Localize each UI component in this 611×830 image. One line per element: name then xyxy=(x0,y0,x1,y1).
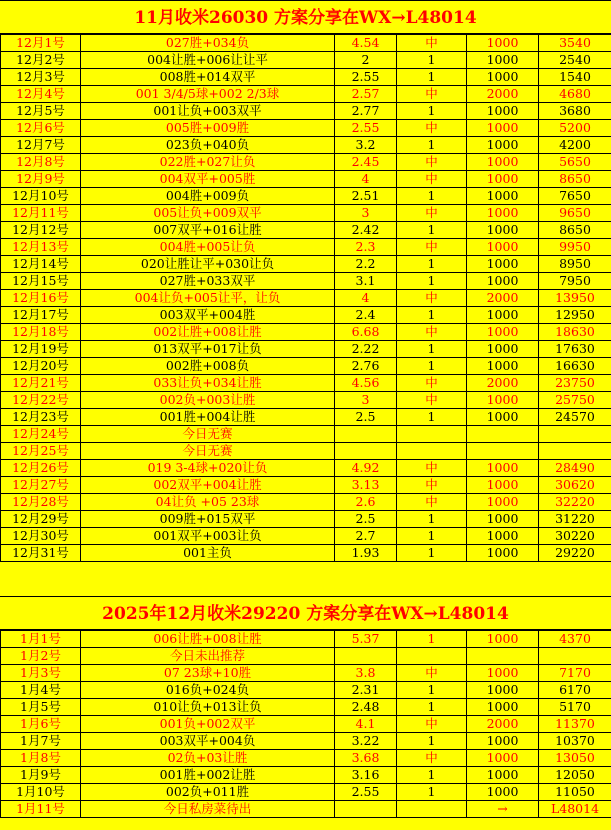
date-cell: 12月23号 xyxy=(1,409,81,426)
date-cell: 1月11号 xyxy=(1,801,81,818)
result-cell: 中 xyxy=(397,494,467,511)
pick-cell: 004让胜+006让让平 xyxy=(81,52,335,69)
odds-cell: 4.92 xyxy=(335,460,397,477)
table-row xyxy=(1,648,611,665)
stake-cell: 1000 xyxy=(467,528,539,545)
balance-cell xyxy=(539,443,611,460)
date-cell: 12月17号 xyxy=(1,307,81,324)
table-row xyxy=(1,477,611,494)
result-cell: 1 xyxy=(397,256,467,273)
odds-cell: 2.55 xyxy=(335,784,397,801)
stake-cell: 1000 xyxy=(467,239,539,256)
odds-cell: 2.31 xyxy=(335,682,397,699)
table-row xyxy=(1,188,611,205)
stake-cell: 1000 xyxy=(467,784,539,801)
odds-cell: 2.55 xyxy=(335,69,397,86)
result-cell: 1 xyxy=(397,409,467,426)
section-title-november: 11月收米26030 方案分享在WX→L48014 xyxy=(0,0,611,34)
odds-cell: 3.8 xyxy=(335,665,397,682)
balance-cell: 13950 xyxy=(539,290,611,307)
result-cell: 1 xyxy=(397,273,467,290)
balance-cell: 32220 xyxy=(539,494,611,511)
stake-cell: 1000 xyxy=(467,137,539,154)
stake-cell: 1000 xyxy=(467,154,539,171)
date-cell: 1月5号 xyxy=(1,699,81,716)
result-cell: 中 xyxy=(397,35,467,52)
balance-cell: 29220 xyxy=(539,545,611,562)
odds-cell: 2.55 xyxy=(335,120,397,137)
date-cell: 12月21号 xyxy=(1,375,81,392)
table-row xyxy=(1,358,611,375)
table-row xyxy=(1,222,611,239)
date-cell: 1月6号 xyxy=(1,716,81,733)
balance-cell: 9650 xyxy=(539,205,611,222)
date-cell: 1月9号 xyxy=(1,767,81,784)
pick-cell: 07 23球+10胜 xyxy=(81,665,335,682)
table-row xyxy=(1,784,611,801)
stake-cell xyxy=(467,426,539,443)
date-cell: 1月1号 xyxy=(1,631,81,648)
odds-cell: 2.45 xyxy=(335,154,397,171)
pick-cell: 005胜+009胜 xyxy=(81,120,335,137)
table-row xyxy=(1,137,611,154)
stake-cell: 1000 xyxy=(467,767,539,784)
table-row xyxy=(1,682,611,699)
result-cell xyxy=(397,801,467,818)
stake-cell: 1000 xyxy=(467,699,539,716)
odds-cell: 2.7 xyxy=(335,528,397,545)
pick-cell: 027胜+034负 xyxy=(81,35,335,52)
result-cell: 1 xyxy=(397,682,467,699)
pick-cell: 013双平+017让负 xyxy=(81,341,335,358)
table-row xyxy=(1,120,611,137)
balance-cell: 7950 xyxy=(539,273,611,290)
odds-cell: 3.68 xyxy=(335,750,397,767)
balance-cell: 8650 xyxy=(539,222,611,239)
stake-cell xyxy=(467,443,539,460)
table-row xyxy=(1,443,611,460)
table-row xyxy=(1,460,611,477)
date-cell: 12月2号 xyxy=(1,52,81,69)
table-row xyxy=(1,528,611,545)
result-cell: 1 xyxy=(397,545,467,562)
balance-cell: 11050 xyxy=(539,784,611,801)
balance-cell: 18630 xyxy=(539,324,611,341)
results-table-december xyxy=(0,34,611,562)
results-table-january xyxy=(0,630,611,818)
balance-cell: 30220 xyxy=(539,528,611,545)
pick-cell: 001主负 xyxy=(81,545,335,562)
pick-cell: 001胜+004让胜 xyxy=(81,409,335,426)
pick-cell: 001双平+003让负 xyxy=(81,528,335,545)
date-cell: 12月4号 xyxy=(1,86,81,103)
balance-cell: 11370 xyxy=(539,716,611,733)
result-cell: 中 xyxy=(397,154,467,171)
pick-cell: 020让胜让平+030让负 xyxy=(81,256,335,273)
odds-cell: 3.13 xyxy=(335,477,397,494)
result-cell: 中 xyxy=(397,665,467,682)
date-cell: 12月12号 xyxy=(1,222,81,239)
stake-cell: 1000 xyxy=(467,545,539,562)
pick-cell: 004胜+009负 xyxy=(81,188,335,205)
odds-cell xyxy=(335,801,397,818)
pick-cell: 019 3-4球+020让负 xyxy=(81,460,335,477)
balance-cell: 7650 xyxy=(539,188,611,205)
result-cell: 1 xyxy=(397,631,467,648)
result-cell: 1 xyxy=(397,511,467,528)
date-cell: 12月16号 xyxy=(1,290,81,307)
result-cell: 1 xyxy=(397,784,467,801)
result-cell: 1 xyxy=(397,103,467,120)
odds-cell: 4 xyxy=(335,290,397,307)
odds-cell xyxy=(335,426,397,443)
date-cell: 12月18号 xyxy=(1,324,81,341)
odds-cell: 1.93 xyxy=(335,545,397,562)
date-cell: 12月31号 xyxy=(1,545,81,562)
odds-cell: 2.57 xyxy=(335,86,397,103)
date-cell: 12月9号 xyxy=(1,171,81,188)
odds-cell: 3.16 xyxy=(335,767,397,784)
pick-cell: 005让负+009双平 xyxy=(81,205,335,222)
result-cell xyxy=(397,648,467,665)
balance-cell: L48014 xyxy=(539,801,611,818)
balance-cell: 13050 xyxy=(539,750,611,767)
odds-cell: 6.68 xyxy=(335,324,397,341)
table-row xyxy=(1,716,611,733)
odds-cell: 3 xyxy=(335,392,397,409)
stake-cell: 1000 xyxy=(467,324,539,341)
pick-cell: 003双平+004胜 xyxy=(81,307,335,324)
odds-cell: 2 xyxy=(335,52,397,69)
stake-cell: 2000 xyxy=(467,290,539,307)
stake-cell: 1000 xyxy=(467,307,539,324)
result-cell: 1 xyxy=(397,188,467,205)
stake-cell: 1000 xyxy=(467,256,539,273)
odds-cell: 2.77 xyxy=(335,103,397,120)
stake-cell: 1000 xyxy=(467,631,539,648)
stake-cell: 1000 xyxy=(467,682,539,699)
pick-cell: 001胜+002让胜 xyxy=(81,767,335,784)
odds-cell: 5.37 xyxy=(335,631,397,648)
balance-cell: 4200 xyxy=(539,137,611,154)
date-cell: 12月30号 xyxy=(1,528,81,545)
table-row xyxy=(1,52,611,69)
date-cell: 12月26号 xyxy=(1,460,81,477)
pick-cell: 007双平+016让胜 xyxy=(81,222,335,239)
result-cell: 1 xyxy=(397,358,467,375)
table-row xyxy=(1,733,611,750)
pick-cell: 002双平+004让胜 xyxy=(81,477,335,494)
pick-cell: 今日无赛 xyxy=(81,443,335,460)
table-row xyxy=(1,307,611,324)
balance-cell: 1540 xyxy=(539,69,611,86)
result-cell: 中 xyxy=(397,392,467,409)
result-cell: 中 xyxy=(397,716,467,733)
odds-cell: 2.6 xyxy=(335,494,397,511)
date-cell: 12月19号 xyxy=(1,341,81,358)
balance-cell: 4370 xyxy=(539,631,611,648)
table-row xyxy=(1,273,611,290)
stake-cell: 2000 xyxy=(467,375,539,392)
result-cell: 中 xyxy=(397,477,467,494)
pick-cell: 今日私房菜待出 xyxy=(81,801,335,818)
odds-cell: 2.4 xyxy=(335,307,397,324)
odds-cell: 3.22 xyxy=(335,733,397,750)
odds-cell: 3.2 xyxy=(335,137,397,154)
result-cell: 1 xyxy=(397,222,467,239)
pick-cell: 04让负 +05 23球 xyxy=(81,494,335,511)
odds-cell: 4.54 xyxy=(335,35,397,52)
table-row xyxy=(1,256,611,273)
result-cell xyxy=(397,426,467,443)
table-row xyxy=(1,494,611,511)
date-cell: 12月28号 xyxy=(1,494,81,511)
balance-cell: 12050 xyxy=(539,767,611,784)
table-row xyxy=(1,205,611,222)
result-cell: 中 xyxy=(397,290,467,307)
stake-cell: 1000 xyxy=(467,273,539,290)
balance-cell: 25750 xyxy=(539,392,611,409)
table-row xyxy=(1,750,611,767)
odds-cell: 2.5 xyxy=(335,409,397,426)
date-cell: 1月8号 xyxy=(1,750,81,767)
table-row xyxy=(1,545,611,562)
stake-cell: 1000 xyxy=(467,358,539,375)
stake-cell: 1000 xyxy=(467,103,539,120)
pick-cell: 001负+002双平 xyxy=(81,716,335,733)
pick-cell: 今日未出推荐 xyxy=(81,648,335,665)
table-row xyxy=(1,631,611,648)
pick-cell: 008胜+014双平 xyxy=(81,69,335,86)
odds-cell: 4.56 xyxy=(335,375,397,392)
balance-cell: 5170 xyxy=(539,699,611,716)
balance-cell: 9950 xyxy=(539,239,611,256)
stake-cell: 1000 xyxy=(467,341,539,358)
table-row xyxy=(1,35,611,52)
odds-cell: 4 xyxy=(335,171,397,188)
date-cell: 1月10号 xyxy=(1,784,81,801)
date-cell: 12月20号 xyxy=(1,358,81,375)
pick-cell: 006让胜+008让胜 xyxy=(81,631,335,648)
table-row xyxy=(1,154,611,171)
pick-cell: 002负+003让胜 xyxy=(81,392,335,409)
stake-cell: 1000 xyxy=(467,69,539,86)
odds-cell: 2.5 xyxy=(335,511,397,528)
date-cell: 1月4号 xyxy=(1,682,81,699)
pick-cell: 今日无赛 xyxy=(81,426,335,443)
balance-cell: 23750 xyxy=(539,375,611,392)
stake-cell: 2000 xyxy=(467,86,539,103)
balance-cell xyxy=(539,648,611,665)
date-cell: 12月15号 xyxy=(1,273,81,290)
stake-cell: 1000 xyxy=(467,511,539,528)
result-cell: 1 xyxy=(397,52,467,69)
date-cell: 12月27号 xyxy=(1,477,81,494)
stake-cell xyxy=(467,648,539,665)
pick-cell: 003双平+004负 xyxy=(81,733,335,750)
table-row xyxy=(1,375,611,392)
balance-cell: 4680 xyxy=(539,86,611,103)
pick-cell: 023负+040负 xyxy=(81,137,335,154)
result-cell: 中 xyxy=(397,120,467,137)
table-row xyxy=(1,665,611,682)
result-cell: 1 xyxy=(397,69,467,86)
stake-cell: 1000 xyxy=(467,120,539,137)
table-row xyxy=(1,341,611,358)
stake-cell: 1000 xyxy=(467,222,539,239)
balance-cell: 12950 xyxy=(539,307,611,324)
odds-cell: 2.76 xyxy=(335,358,397,375)
pick-cell: 033让负+034让胜 xyxy=(81,375,335,392)
result-cell: 中 xyxy=(397,86,467,103)
balance-cell: 3540 xyxy=(539,35,611,52)
pick-cell: 004双平+005胜 xyxy=(81,171,335,188)
pick-cell: 002负+011胜 xyxy=(81,784,335,801)
odds-cell: 3 xyxy=(335,205,397,222)
odds-cell: 4.1 xyxy=(335,716,397,733)
pick-cell: 002胜+008负 xyxy=(81,358,335,375)
balance-cell: 24570 xyxy=(539,409,611,426)
stake-cell: 1000 xyxy=(467,52,539,69)
result-cell: 1 xyxy=(397,767,467,784)
table-row xyxy=(1,69,611,86)
table-row xyxy=(1,409,611,426)
pick-cell: 004胜+005让负 xyxy=(81,239,335,256)
section-title-2025-december: 2025年12月收米29220 方案分享在WX→L48014 xyxy=(0,596,611,630)
balance-cell: 10370 xyxy=(539,733,611,750)
balance-cell xyxy=(539,426,611,443)
balance-cell: 16630 xyxy=(539,358,611,375)
result-cell: 1 xyxy=(397,341,467,358)
stake-cell: 1000 xyxy=(467,171,539,188)
result-cell: 中 xyxy=(397,239,467,256)
odds-cell: 3.1 xyxy=(335,273,397,290)
stake-cell: 1000 xyxy=(467,750,539,767)
pick-cell: 02负+03让胜 xyxy=(81,750,335,767)
balance-cell: 7170 xyxy=(539,665,611,682)
date-cell: 12月1号 xyxy=(1,35,81,52)
stake-cell: 1000 xyxy=(467,477,539,494)
date-cell: 1月3号 xyxy=(1,665,81,682)
stake-cell: 1000 xyxy=(467,392,539,409)
table-row xyxy=(1,324,611,341)
result-cell: 中 xyxy=(397,460,467,477)
date-cell: 12月7号 xyxy=(1,137,81,154)
balance-cell: 8950 xyxy=(539,256,611,273)
date-cell: 12月11号 xyxy=(1,205,81,222)
result-cell: 1 xyxy=(397,699,467,716)
balance-cell: 17630 xyxy=(539,341,611,358)
result-cell: 中 xyxy=(397,375,467,392)
table-row xyxy=(1,290,611,307)
balance-cell: 28490 xyxy=(539,460,611,477)
stake-cell: 1000 xyxy=(467,460,539,477)
pick-cell: 010让负+013让负 xyxy=(81,699,335,716)
date-cell: 12月24号 xyxy=(1,426,81,443)
table-row xyxy=(1,767,611,784)
table-row xyxy=(1,103,611,120)
date-cell: 12月14号 xyxy=(1,256,81,273)
stake-cell: 2000 xyxy=(467,716,539,733)
date-cell: 12月8号 xyxy=(1,154,81,171)
pick-cell: 001 3/4/5球+002 2/3球 xyxy=(81,86,335,103)
date-cell: 1月7号 xyxy=(1,733,81,750)
balance-cell: 5650 xyxy=(539,154,611,171)
balance-cell: 31220 xyxy=(539,511,611,528)
balance-cell: 6170 xyxy=(539,682,611,699)
result-cell: 1 xyxy=(397,528,467,545)
balance-cell: 2540 xyxy=(539,52,611,69)
odds-cell: 2.2 xyxy=(335,256,397,273)
pick-cell: 016负+024负 xyxy=(81,682,335,699)
stake-cell: 1000 xyxy=(467,665,539,682)
table-row xyxy=(1,699,611,716)
result-cell: 1 xyxy=(397,307,467,324)
result-cell: 1 xyxy=(397,137,467,154)
date-cell: 1月2号 xyxy=(1,648,81,665)
result-cell xyxy=(397,443,467,460)
table-row xyxy=(1,511,611,528)
odds-cell xyxy=(335,648,397,665)
balance-cell: 3680 xyxy=(539,103,611,120)
odds-cell: 2.51 xyxy=(335,188,397,205)
balance-cell: 8650 xyxy=(539,171,611,188)
pick-cell: 027胜+033双平 xyxy=(81,273,335,290)
balance-cell: 30620 xyxy=(539,477,611,494)
pick-cell: 009胜+015双平 xyxy=(81,511,335,528)
odds-cell: 2.48 xyxy=(335,699,397,716)
result-cell: 中 xyxy=(397,205,467,222)
table-row xyxy=(1,392,611,409)
result-cell: 1 xyxy=(397,733,467,750)
pick-cell: 004让负+005让平，让负 xyxy=(81,290,335,307)
table-row xyxy=(1,86,611,103)
result-cell: 中 xyxy=(397,171,467,188)
table-row xyxy=(1,171,611,188)
date-cell: 12月10号 xyxy=(1,188,81,205)
pick-cell: 002让胜+008让胜 xyxy=(81,324,335,341)
date-cell: 12月29号 xyxy=(1,511,81,528)
stake-cell: 1000 xyxy=(467,733,539,750)
date-cell: 12月22号 xyxy=(1,392,81,409)
stake-cell: → xyxy=(467,801,539,818)
odds-cell: 2.22 xyxy=(335,341,397,358)
odds-cell: 2.42 xyxy=(335,222,397,239)
balance-cell: 5200 xyxy=(539,120,611,137)
pick-cell: 001让负+003双平 xyxy=(81,103,335,120)
stake-cell: 1000 xyxy=(467,494,539,511)
date-cell: 12月6号 xyxy=(1,120,81,137)
stake-cell: 1000 xyxy=(467,409,539,426)
result-cell: 中 xyxy=(397,750,467,767)
table-row xyxy=(1,426,611,443)
odds-cell xyxy=(335,443,397,460)
odds-cell: 2.3 xyxy=(335,239,397,256)
date-cell: 12月3号 xyxy=(1,69,81,86)
pick-cell: 022胜+027让负 xyxy=(81,154,335,171)
stake-cell: 1000 xyxy=(467,35,539,52)
result-cell: 中 xyxy=(397,324,467,341)
date-cell: 12月13号 xyxy=(1,239,81,256)
stake-cell: 1000 xyxy=(467,205,539,222)
table-row xyxy=(1,239,611,256)
table-row xyxy=(1,801,611,818)
stake-cell: 1000 xyxy=(467,188,539,205)
date-cell: 12月25号 xyxy=(1,443,81,460)
date-cell: 12月5号 xyxy=(1,103,81,120)
